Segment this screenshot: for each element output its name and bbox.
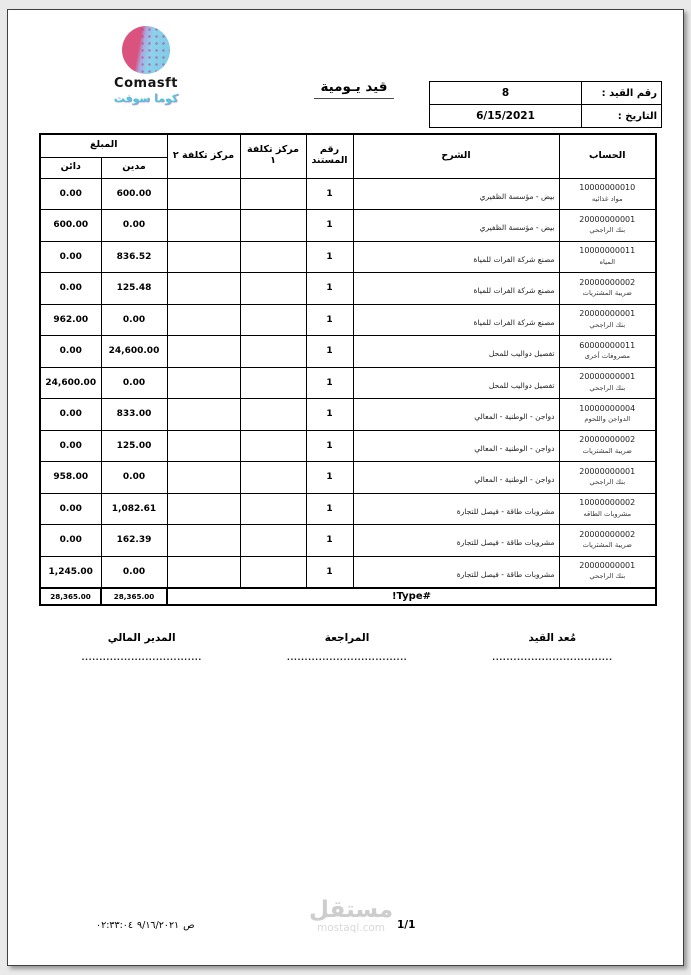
account-cell [559, 304, 656, 336]
account-number: 20000000001 [579, 214, 636, 224]
document-number-cell: 1 [306, 178, 353, 210]
debit-cell: 0.00 [101, 304, 167, 336]
entry-info-box [429, 81, 662, 128]
cost-center-1-cell [240, 273, 306, 305]
account-cell [559, 430, 656, 462]
cost-center-2-cell [167, 367, 240, 399]
document-number-cell: 1 [306, 273, 353, 305]
description-cell: تفصيل دواليب للمحل [353, 336, 559, 368]
description-cell: مشروبات طاقة - فيصل للتجارة [353, 525, 559, 557]
print-timestamp-time: ٠٢:٣٣:٠٤ [96, 920, 134, 931]
table-row [40, 336, 656, 368]
cost-center-2-cell [167, 273, 240, 305]
credit-cell: 0.00 [40, 241, 101, 273]
account-name: بنك الراجحي [589, 320, 626, 329]
table-row [40, 525, 656, 557]
description-cell: دواجن - الوطنية - المعالي [353, 462, 559, 494]
cost-center-1-cell [240, 210, 306, 242]
signature-finance-manager-line: .................................. [81, 653, 202, 662]
description-cell: مشروبات طاقة - فيصل للتجارة [353, 493, 559, 525]
description-cell: مصنع شركة الفرات للمياة [353, 273, 559, 305]
page-number: 1/1 [397, 919, 416, 931]
debit-cell: 0.00 [101, 556, 167, 588]
account-cell [559, 556, 656, 588]
cost-center-2-cell [167, 210, 240, 242]
report-title-wrap [284, 76, 424, 99]
account-cell [559, 210, 656, 242]
account-name: بنك الراجحي [589, 572, 626, 581]
credit-cell: 962.00 [40, 304, 101, 336]
header-debit: مدين [101, 157, 167, 178]
cost-center-2-cell [167, 430, 240, 462]
entry-date-label: التاريخ : [582, 105, 662, 128]
journal-table-header [40, 134, 656, 178]
signature-preparer-line: .................................. [492, 653, 613, 662]
table-row [40, 462, 656, 494]
account-name: بنك الراجحي [589, 383, 626, 392]
account-cell [559, 273, 656, 305]
header-amount: المبلغ [40, 134, 167, 157]
account-number: 10000000010 [579, 183, 636, 193]
credit-cell: 0.00 [40, 336, 101, 368]
account-number: 60000000011 [579, 340, 636, 350]
description-cell: دواجن - الوطنية - المعالي [353, 430, 559, 462]
account-name: مشروبات الطاقه [583, 509, 632, 518]
cost-center-2-cell [167, 493, 240, 525]
table-row [40, 399, 656, 431]
cost-center-1-cell [240, 430, 306, 462]
signature-finance-manager-label: المدير المالي [107, 632, 176, 644]
document-number-cell: 1 [306, 367, 353, 399]
header-doc-no: رقم المستند [306, 134, 353, 178]
account-name: المياه [599, 257, 616, 266]
description-cell: تفصيل دواليب للمحل [353, 367, 559, 399]
account-name: مواد غذائيه [591, 194, 623, 203]
cost-center-2-cell [167, 556, 240, 588]
table-row [40, 178, 656, 210]
account-number: 20000000001 [579, 309, 636, 319]
account-name: الدواجن واللحوم [584, 415, 631, 424]
entry-number-row [430, 82, 662, 105]
account-cell [559, 241, 656, 273]
description-cell: مشروبات طاقة - فيصل للتجارة [353, 556, 559, 588]
account-name: ضريبة المشتريات [582, 446, 632, 455]
document-number-cell: 1 [306, 430, 353, 462]
account-number: 10000000002 [579, 498, 636, 508]
account-number: 20000000002 [579, 277, 636, 287]
signature-reviewer [244, 632, 449, 662]
account-number: 10000000004 [579, 403, 636, 413]
credit-cell: 600.00 [40, 210, 101, 242]
account-name: ضريبة المشتريات [582, 541, 632, 550]
entry-date-row [430, 105, 662, 128]
table-row [40, 273, 656, 305]
header-cost-center-1: مركز تكلفة ١ [240, 134, 306, 178]
header-credit: دائن [40, 157, 101, 178]
account-cell [559, 399, 656, 431]
cost-center-1-cell [240, 399, 306, 431]
debit-cell: 125.48 [101, 273, 167, 305]
brand-name-arabic: كوما سوفت [113, 92, 179, 105]
entry-date-value: 6/15/2021 [430, 105, 582, 128]
cost-center-1-cell [240, 493, 306, 525]
debit-cell: 600.00 [101, 178, 167, 210]
table-row [40, 210, 656, 242]
cost-center-1-cell [240, 304, 306, 336]
document-number-cell: 1 [306, 462, 353, 494]
credit-cell: 0.00 [40, 493, 101, 525]
brand-name: Comasft [114, 76, 178, 91]
description-cell: بيض - مؤسسة الظفيري [353, 178, 559, 210]
account-cell [559, 367, 656, 399]
table-row [40, 304, 656, 336]
account-number: 20000000001 [579, 372, 636, 382]
mostaql-watermark-arabic: مستقل [308, 897, 394, 923]
debit-cell: 833.00 [101, 399, 167, 431]
account-cell [559, 178, 656, 210]
print-timestamp-meridiem: ص [183, 920, 195, 931]
credit-cell: 958.00 [40, 462, 101, 494]
table-row [40, 241, 656, 273]
mostaql-watermark [296, 899, 406, 934]
description-cell: دواجن - الوطنية - المعالي [353, 399, 559, 431]
cost-center-1-cell [240, 178, 306, 210]
account-number: 20000000001 [579, 561, 636, 571]
print-timestamp-date: ٩/١٦/٢٠٢١ [137, 920, 180, 931]
account-cell [559, 336, 656, 368]
document-number-cell: 1 [306, 525, 353, 557]
account-name: بنك الراجحي [589, 226, 626, 235]
table-row [40, 430, 656, 462]
entry-number-label: رقم القيد : [582, 82, 662, 105]
journal-table [39, 133, 657, 606]
totals-debit: 28,365.00 [101, 588, 167, 605]
document-number-cell: 1 [306, 336, 353, 368]
signature-preparer [450, 632, 655, 662]
entry-number-value: 8 [430, 82, 582, 105]
credit-cell: 24,600.00 [40, 367, 101, 399]
cost-center-1-cell [240, 367, 306, 399]
signature-reviewer-line: .................................. [286, 653, 408, 662]
cost-center-2-cell [167, 241, 240, 273]
report-title: قيد يـومية [314, 79, 393, 99]
signature-preparer-label: مُعد القيد [528, 632, 577, 644]
account-number: 20000000002 [579, 529, 636, 539]
cost-center-1-cell [240, 336, 306, 368]
credit-cell: 0.00 [40, 399, 101, 431]
document-number-cell: 1 [306, 556, 353, 588]
header-cost-center-2: مركز تكلفة ٢ [167, 134, 240, 178]
account-number: 20000000002 [579, 435, 636, 445]
cost-center-1-cell [240, 241, 306, 273]
description-cell: مصنع شركة الفرات للمياة [353, 241, 559, 273]
cost-center-1-cell [240, 462, 306, 494]
document-number-cell: 1 [306, 493, 353, 525]
company-logo-icon [122, 26, 170, 74]
journal-table-body [40, 178, 656, 588]
account-name: مصروفات أخرى [584, 352, 631, 361]
document-number-cell: 1 [306, 399, 353, 431]
mostaql-watermark-domain: mostaql.com [316, 922, 386, 934]
credit-cell: 0.00 [40, 273, 101, 305]
cost-center-2-cell [167, 336, 240, 368]
cost-center-2-cell [167, 304, 240, 336]
credit-cell: 1,245.00 [40, 556, 101, 588]
account-number: 20000000001 [579, 466, 636, 476]
print-timestamp [96, 920, 195, 931]
debit-cell: 0.00 [101, 462, 167, 494]
account-cell [559, 525, 656, 557]
cost-center-2-cell [167, 399, 240, 431]
debit-cell: 836.52 [101, 241, 167, 273]
signatures-section [39, 632, 655, 662]
debit-cell: 0.00 [101, 367, 167, 399]
cost-center-1-cell [240, 556, 306, 588]
signature-finance-manager [39, 632, 244, 662]
cost-center-1-cell [240, 525, 306, 557]
report-page [7, 9, 684, 966]
account-number: 10000000011 [579, 246, 636, 256]
totals-credit: 28,365.00 [40, 588, 101, 605]
table-row [40, 556, 656, 588]
document-number-cell: 1 [306, 210, 353, 242]
account-cell [559, 462, 656, 494]
cost-center-2-cell [167, 462, 240, 494]
header-description: الشرح [353, 134, 559, 178]
table-row [40, 367, 656, 399]
totals-note: #Type! [167, 588, 656, 605]
debit-cell: 24,600.00 [101, 336, 167, 368]
account-name: ضريبة المشتريات [582, 289, 632, 298]
header-account: الحساب [559, 134, 656, 178]
credit-cell: 0.00 [40, 525, 101, 557]
cost-center-2-cell [167, 525, 240, 557]
table-row [40, 493, 656, 525]
signature-reviewer-label: المراجعة [324, 632, 370, 644]
document-number-cell: 1 [306, 241, 353, 273]
totals-row [40, 588, 656, 605]
document-number-cell: 1 [306, 304, 353, 336]
debit-cell: 125.00 [101, 430, 167, 462]
debit-cell: 0.00 [101, 210, 167, 242]
account-cell [559, 493, 656, 525]
description-cell: بيض - مؤسسة الظفيري [353, 210, 559, 242]
credit-cell: 0.00 [40, 178, 101, 210]
account-name: بنك الراجحي [589, 478, 626, 487]
debit-cell: 162.39 [101, 525, 167, 557]
credit-cell: 0.00 [40, 430, 101, 462]
description-cell: مصنع شركة الفرات للمياة [353, 304, 559, 336]
company-logo [94, 26, 198, 105]
cost-center-2-cell [167, 178, 240, 210]
debit-cell: 1,082.61 [101, 493, 167, 525]
